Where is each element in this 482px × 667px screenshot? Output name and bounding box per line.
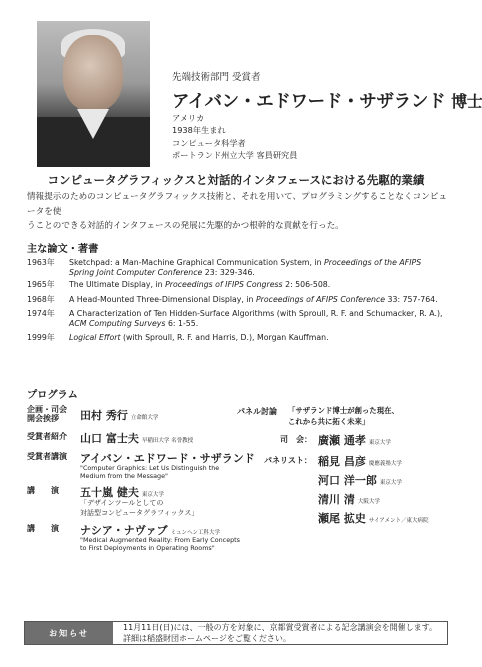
program-role: 講 演 [27,486,59,495]
award-citation [27,190,452,234]
publication-year: 1974年 [27,309,55,318]
publication-item [27,258,447,278]
program-role: 受賞者講演 [27,452,67,461]
panelist-person: 稲見 昌彦 慶應義塾大学 [318,455,402,468]
program-person: ナシア・ナヴァブ ミュンヘン工科大学 [80,524,221,537]
publication-text: A Head-Mounted Three-Dimensional Display, in Proceedings of AFIPS Conference 33: 757-764. [69,295,438,304]
panelists-label: パネリスト： [264,456,312,465]
profile-occupation: コンピュータ科学者 [172,137,246,148]
department-line: 先端技術部門 受賞者 [172,72,261,83]
lecture-title: "Computer Graphics: Let Us Distinguish the Medium from the Message" [80,464,220,481]
person-affiliation: 東京大学 [379,480,402,486]
program-heading: プログラム [27,390,78,401]
notice-body [113,622,447,644]
publication-year: 1965年 [27,280,55,289]
publications-heading: 主な論文・著書 [27,244,99,255]
publication-text: The Ultimate Display, in Proceedings of IFIPS Congress 2: 506-508. [69,280,331,289]
publication-year: 1999年 [27,333,55,342]
program-person: 五十嵐 健夫 東京大学 [80,486,164,499]
person-affiliation: 慶應義塾大学 [368,461,402,467]
person-affiliation: 大阪大学 [357,499,380,505]
portrait-face [63,35,123,111]
panelist-person: 瀬尾 拡史 サイアメント／東大病院 [318,512,429,525]
publication-item [27,309,447,329]
laureate-name [172,88,482,113]
profile-birth: 1938年生まれ [172,125,226,136]
lecture-title: 「デザインツールとしての 対話型コンピュータグラフィックス」 [80,499,199,517]
publication-text: Sketchpad: a Man-Machine Graphical Communication System, in Proceedings of the AFIPS Spring Joint Computer Conference 23: 329-346. [69,258,422,277]
program-person: アイバン・エドワード・サザランド [80,452,255,465]
notice-label: お知らせ [25,622,113,644]
lecture-title: "Medical Augmented Reality: From Early Concepts to First Deployments in Operating Rooms" [80,536,241,553]
person-affiliation: 立命館大学 [130,415,159,421]
publication-year: 1963年 [27,258,55,267]
notice-box [24,621,448,645]
citation-line: 情報提示のためのコンピュータグラフィックス技術と、それを用いて、プログラミングすることなくコンピュータを使 [27,192,447,217]
notice-line: 詳細は稲盛財団ホームページをご覧ください。 [123,633,291,643]
person-affiliation: ミュンヘン工科大学 [170,530,221,536]
publication-item [27,333,447,344]
panel-theme: 「サザランド博士が創った現在、 これから共に拓く未来」 [288,406,399,426]
person-affiliation: 早稲田大学 名誉教授 [141,438,194,444]
person-affiliation: 東京大学 [368,440,391,446]
laureate-profile [172,112,297,162]
program-role: 講 演 [27,524,59,533]
person-affiliation: 東京大学 [141,492,164,498]
program-role: 受賞者紹介 [27,432,67,441]
portrait-photo [37,21,150,159]
panelist-person: 清川 清 大阪大学 [318,493,380,506]
publication-text: A Characterization of Ten Hidden-Surface Algorithms (with Sproull, R. F. and Schumacker, R. A.), ACM Computing Surveys 6: 1-55. [69,309,443,328]
honorific: 博士 [451,92,482,111]
profile-affiliation: ポートランド州立大学 客員研究員 [172,150,298,161]
person-affiliation: サイアメント／東大病院 [368,518,429,524]
profile-country: アメリカ [172,113,205,123]
citation-line: うことのできる対話的インタフェースの発展に先駆的かつ根幹的な貢献を行った。 [27,221,344,231]
publication-item [27,280,447,291]
laureate-name-text: アイバン・エドワード・サザランド [172,92,446,112]
moderator-label: 司 会： [280,435,312,444]
publication-text: Logical Effort (with Sproull, R. F. and Harris, D.), Morgan Kauffman. [69,333,329,342]
panelist-person: 河口 洋一郎 東京大学 [318,474,402,487]
publication-year: 1968年 [27,295,55,304]
moderator-person: 廣瀬 通孝 東京大学 [318,434,391,447]
notice-line: 11月11日(日)には、一般の方を対象に、京都賞受賞者による記念講演会を開催します。 [123,623,437,632]
program-person: 田村 秀行 立命館大学 [80,409,159,422]
program-role: 企画・司会 開会挨拶 [27,405,67,423]
program-person: 山口 富士夫 早稲田大学 名誉教授 [80,432,194,445]
panel-label: パネル討論 [237,407,277,416]
publication-item [27,295,447,306]
award-title: コンピュータグラフィックスと対話的インタフェースにおける先駆的業績 [47,173,425,187]
